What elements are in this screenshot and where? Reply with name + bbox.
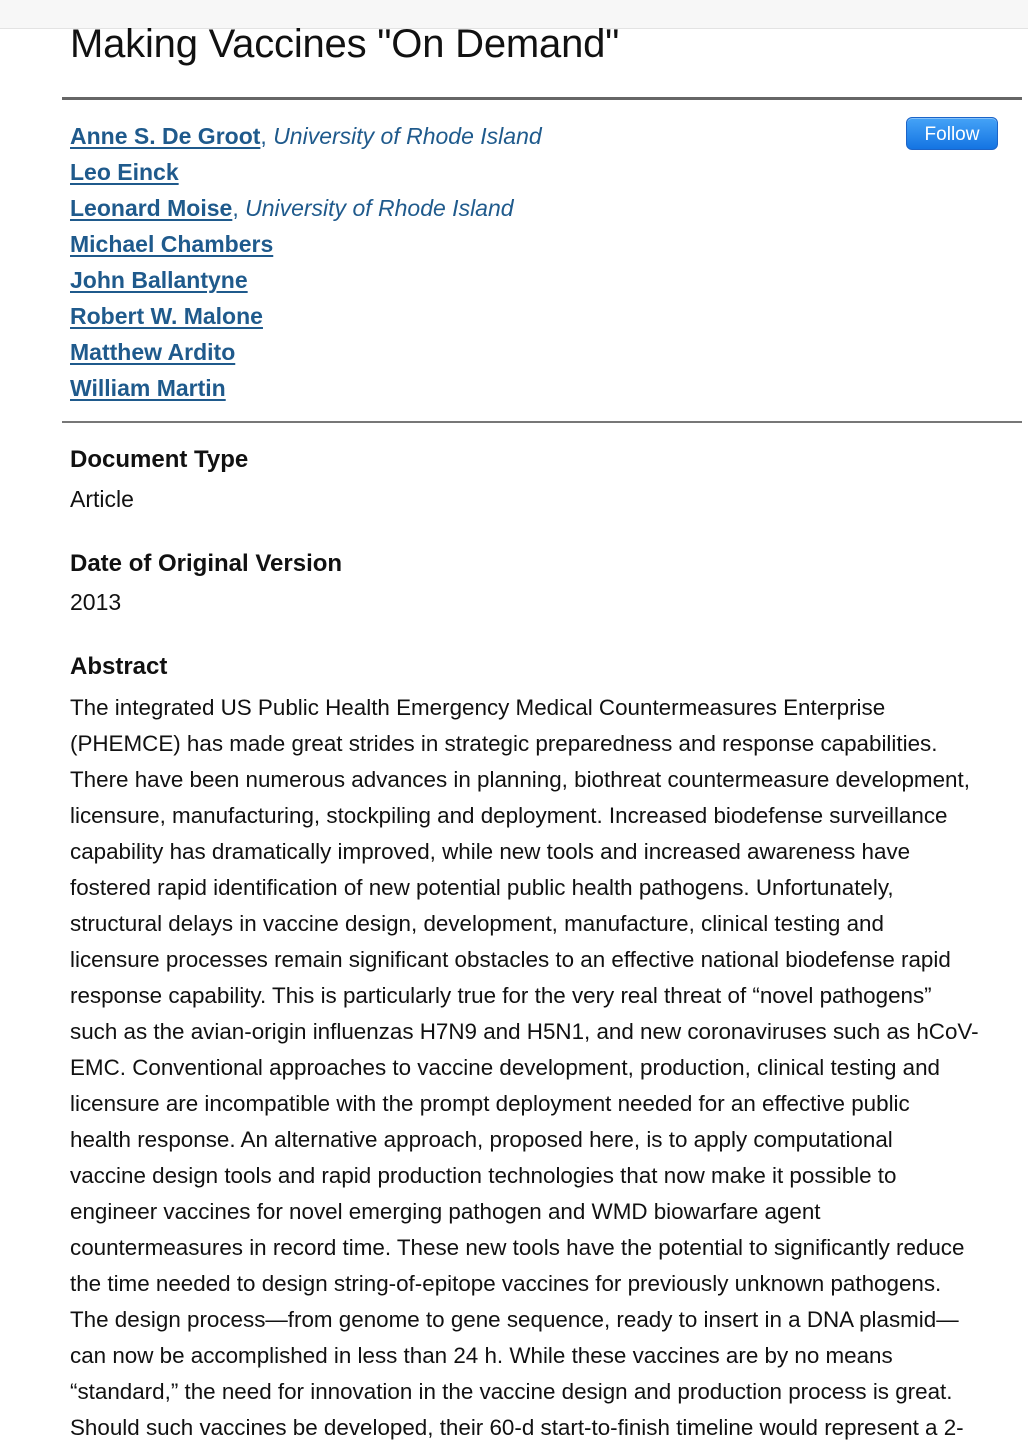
abstract-line: such as the avian-origin influenzas H7N9 and H5N1, and new coronaviruses such as hCoV- bbox=[70, 1019, 979, 1044]
author-affiliation: University of Rhode Island bbox=[245, 195, 514, 221]
abstract-line: Should such vaccines be developed, their 60-d start-to-finish timeline would represent a 2- bbox=[70, 1415, 964, 1440]
author-name-link[interactable]: Robert W. Malone bbox=[70, 303, 263, 329]
abstract-body bbox=[70, 690, 979, 1446]
abstract-line: vaccine design tools and rapid production technologies that now make it possible to bbox=[70, 1163, 897, 1188]
date-original-label: Date of Original Version bbox=[70, 550, 343, 577]
document-type-label: Document Type bbox=[70, 446, 249, 473]
author-name-link[interactable]: William Martin bbox=[70, 375, 226, 401]
author-item bbox=[70, 298, 542, 334]
author-name-link[interactable]: Leonard Moise bbox=[70, 195, 233, 221]
author-item bbox=[70, 334, 542, 370]
abstract-line: response capability. This is particularly true for the very real threat of “novel pathogens” bbox=[70, 983, 932, 1008]
abstract-line: health response. An alternative approach, proposed here, is to apply computational bbox=[70, 1127, 893, 1152]
abstract-line: licensure are incompatible with the prompt deployment needed for an effective public bbox=[70, 1091, 910, 1116]
abstract-line: structural delays in vaccine design, development, manufacture, clinical testing and bbox=[70, 911, 884, 936]
date-original-value: 2013 bbox=[70, 589, 122, 615]
author-item bbox=[70, 262, 542, 298]
author-item bbox=[70, 190, 542, 226]
abstract-line: fostered rapid identification of new potential public health pathogens. Unfortunately, bbox=[70, 875, 894, 900]
abstract-line: The design process—from genome to gene sequence, ready to insert in a DNA plasmid— bbox=[70, 1307, 959, 1332]
author-separator: , bbox=[260, 123, 274, 149]
abstract-line: countermeasures in record time. These new tools have the potential to significantly reduce bbox=[70, 1235, 965, 1260]
abstract-line: licensure, manufacturing, stockpiling and deployment. Increased biodefense surveillance bbox=[70, 803, 948, 828]
abstract-line: EMC. Conventional approaches to vaccine development, production, clinical testing and bbox=[70, 1055, 941, 1080]
author-item bbox=[70, 118, 542, 154]
author-item bbox=[70, 226, 542, 262]
page-title: Making Vaccines "On Demand" bbox=[70, 22, 620, 66]
author-name-link[interactable]: John Ballantyne bbox=[70, 267, 248, 293]
abstract-line: The integrated US Public Health Emergency Medical Countermeasures Enterprise bbox=[70, 695, 886, 720]
abstract-line: There have been numerous advances in planning, biothreat countermeasure development, bbox=[70, 767, 970, 792]
abstract-line: licensure processes remain significant obstacles to an effective national biodefense rapid bbox=[70, 947, 951, 972]
abstract-line: engineer vaccines for novel emerging pathogen and WMD biowarfare agent bbox=[70, 1199, 821, 1224]
abstract-line: capability has dramatically improved, while new tools and increased awareness have bbox=[70, 839, 911, 864]
document-type-value: Article bbox=[70, 486, 134, 512]
author-item bbox=[70, 370, 542, 406]
author-item bbox=[70, 154, 542, 190]
author-separator: , bbox=[232, 195, 246, 221]
author-affiliation: University of Rhode Island bbox=[273, 123, 542, 149]
abstract-line: (PHEMCE) has made great strides in strategic preparedness and response capabilities. bbox=[70, 731, 938, 756]
authors-divider bbox=[62, 421, 1022, 423]
abstract-line: the time needed to design string-of-epitope vaccines for previously unknown pathogens. bbox=[70, 1271, 942, 1296]
author-name-link[interactable]: Matthew Ardito bbox=[70, 339, 236, 365]
abstract-label: Abstract bbox=[70, 653, 168, 680]
abstract-line: “standard,” the need for innovation in the vaccine design and production process is great. bbox=[70, 1379, 953, 1404]
author-name-link[interactable]: Leo Einck bbox=[70, 159, 179, 185]
author-name-link[interactable]: Anne S. De Groot bbox=[70, 123, 261, 149]
title-divider bbox=[62, 97, 1022, 100]
abstract-line: can now be accomplished in less than 24 h. While these vaccines are by no means bbox=[70, 1343, 893, 1368]
follow-button[interactable]: Follow bbox=[906, 117, 998, 150]
author-list bbox=[70, 118, 542, 406]
author-name-link[interactable]: Michael Chambers bbox=[70, 231, 274, 257]
